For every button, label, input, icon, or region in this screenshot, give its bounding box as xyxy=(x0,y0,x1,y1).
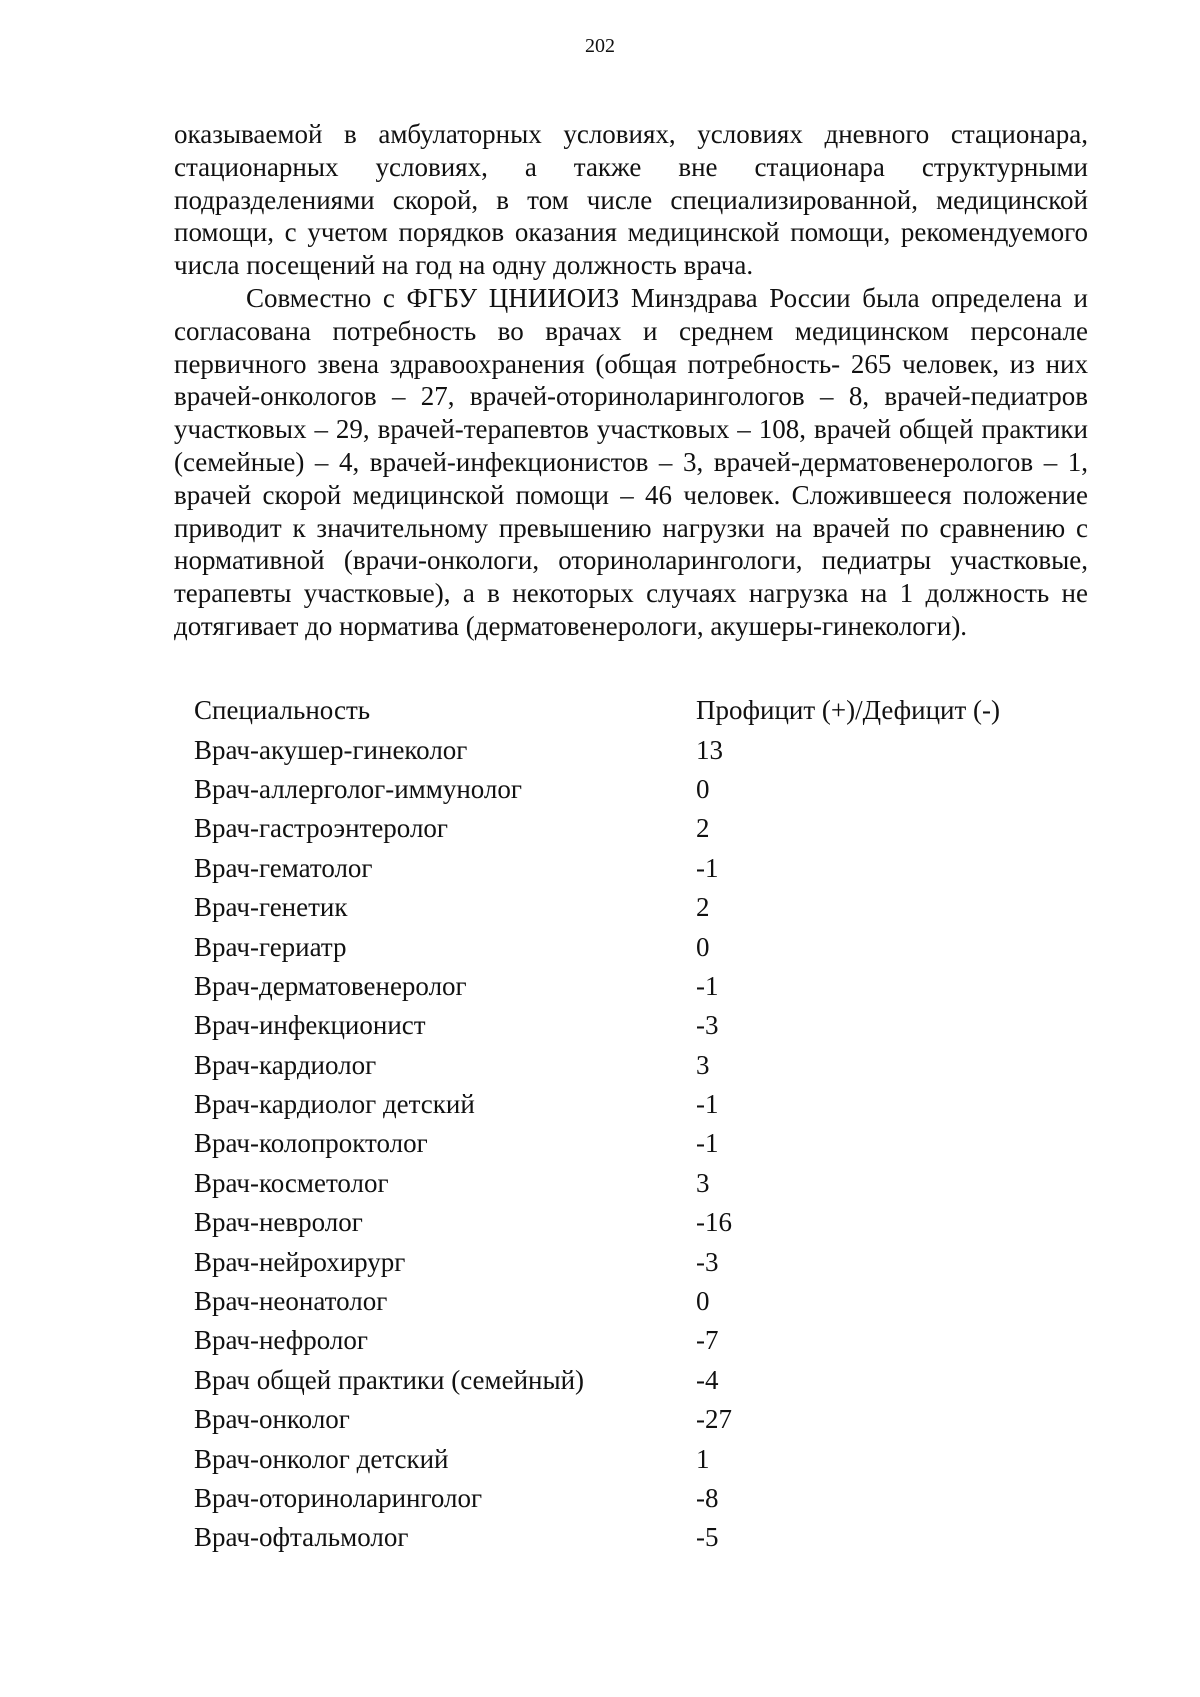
specialty-cell: Врач-инфекционист xyxy=(194,1010,426,1041)
specialty-cell: Врач-генетик xyxy=(194,892,348,923)
staffing-balance-table xyxy=(194,691,1094,1558)
specialty-cell: Врач-кардиолог детский xyxy=(194,1089,475,1120)
balance-cell: -16 xyxy=(696,1207,732,1238)
table-row xyxy=(194,1282,1094,1321)
table-row xyxy=(194,1046,1094,1085)
balance-cell: 2 xyxy=(696,813,710,844)
balance-cell: 0 xyxy=(696,773,710,804)
balance-cell: 3 xyxy=(696,1049,710,1080)
table-row xyxy=(194,730,1094,769)
table-row xyxy=(194,1321,1094,1360)
table-header-row xyxy=(194,691,1094,730)
balance-cell: -1 xyxy=(696,852,719,883)
table-row xyxy=(194,1164,1094,1203)
table-row xyxy=(194,967,1094,1006)
specialty-cell: Врач-оториноларинголог xyxy=(194,1483,483,1513)
specialty-cell: Врач-нефролог xyxy=(194,1325,368,1356)
table-row xyxy=(194,927,1094,966)
specialty-cell: Врач-онколог детский xyxy=(194,1443,449,1474)
specialty-cell: Врач-аллерголог-иммунолог xyxy=(194,773,522,804)
table-row xyxy=(194,1439,1094,1478)
table-row xyxy=(194,1242,1094,1281)
specialty-cell: Врач-онколог xyxy=(194,1404,350,1435)
table-row xyxy=(194,1361,1094,1400)
header-balance: Профицит (+)/Дефицит (-) xyxy=(696,695,1001,726)
balance-cell: -1 xyxy=(696,970,719,1001)
specialty-cell: Врач-гематолог xyxy=(194,852,373,883)
specialty-cell: Врач-акушер-гинеколог xyxy=(194,734,468,765)
table-row xyxy=(194,849,1094,888)
balance-cell: -3 xyxy=(696,1246,719,1277)
paragraph-staffing-needs: Совместно с ФГБУ ЦНИИОИЗ Минздрава России была определена и согласована потребность во врачах и среднем медицинском персонале первичного звена здравоохранения (общая потребность- 265 человек, из них врачей-онкологов – 27, врачей-оториноларингологов – 8, врачей-педиатров участковых – 29, врачей-терапевтов участковых – 108, врачей общей практики (семейные) – 4, врачей-инфекционистов – 3, врачей-дерматовенерологов – 1, врачей скорой медицинской помощи – 46 человек. Сложившееся положение приводит к значительному превышению нагрузки на врачей по сравнению с нормативной (врачи-онкологи, оториноларингологи, педиатры участковые, терапевты участковые), а в некоторых случаях нагрузка на 1 должность не дотягивает до норматива (дерматовенерологи, акушеры-гинекологи). xyxy=(174,282,1088,641)
balance-cell: 0 xyxy=(696,931,710,962)
balance-cell: -3 xyxy=(696,1010,719,1041)
specialty-cell: Врач-колопроктолог xyxy=(194,1128,428,1159)
balance-cell: 3 xyxy=(696,1167,710,1198)
balance-cell: -1 xyxy=(696,1089,719,1120)
balance-cell: 2 xyxy=(696,892,710,923)
table-body xyxy=(194,730,1094,1557)
balance-cell: 1 xyxy=(696,1443,710,1474)
paragraph-continuation: оказываемой в амбулаторных условиях, условиях дневного стационара, стационарных условиях, а также вне стационара структурными подразделениями скорой, в том числе специализированной, медицинской помощи, с учетом порядков оказания медицинской помощи, рекомендуемого числа посещений на год на одну должность врача. xyxy=(174,119,1088,281)
specialty-cell: Врач-косметолог xyxy=(194,1167,389,1198)
specialty-cell: Врач общей практики (семейный) xyxy=(194,1364,585,1395)
specialty-cell: Врач-дерматовенеролог xyxy=(194,970,467,1001)
balance-cell: -8 xyxy=(696,1483,719,1513)
balance-cell: -7 xyxy=(696,1325,719,1356)
table-row xyxy=(194,1400,1094,1439)
balance-cell: -1 xyxy=(696,1128,719,1159)
table-row xyxy=(194,1124,1094,1163)
specialty-cell: Врач-офтальмолог xyxy=(194,1522,409,1553)
body-text xyxy=(174,118,1088,643)
balance-cell: 13 xyxy=(696,734,723,765)
table-row xyxy=(194,770,1094,809)
specialty-cell: Врач-гериатр xyxy=(194,931,347,962)
table-row xyxy=(194,1085,1094,1124)
balance-cell: 0 xyxy=(696,1286,710,1317)
specialty-cell: Врач-неонатолог xyxy=(194,1286,388,1317)
table-row xyxy=(194,809,1094,848)
table-row xyxy=(194,1203,1094,1242)
table-row xyxy=(194,1518,1094,1557)
balance-cell: -27 xyxy=(696,1404,732,1435)
page-number: 202 xyxy=(585,35,615,57)
header-specialty: Специальность xyxy=(194,695,371,726)
specialty-cell: Врач-гастроэнтеролог xyxy=(194,813,448,844)
table-row xyxy=(194,1479,1094,1518)
specialty-cell: Врач-нейрохирург xyxy=(194,1246,406,1277)
specialty-cell: Врач-невролог xyxy=(194,1207,363,1238)
balance-cell: -4 xyxy=(696,1364,719,1395)
table-row xyxy=(194,1006,1094,1045)
table-row xyxy=(194,888,1094,927)
specialty-cell: Врач-кардиолог xyxy=(194,1049,377,1080)
balance-cell: -5 xyxy=(696,1522,719,1553)
